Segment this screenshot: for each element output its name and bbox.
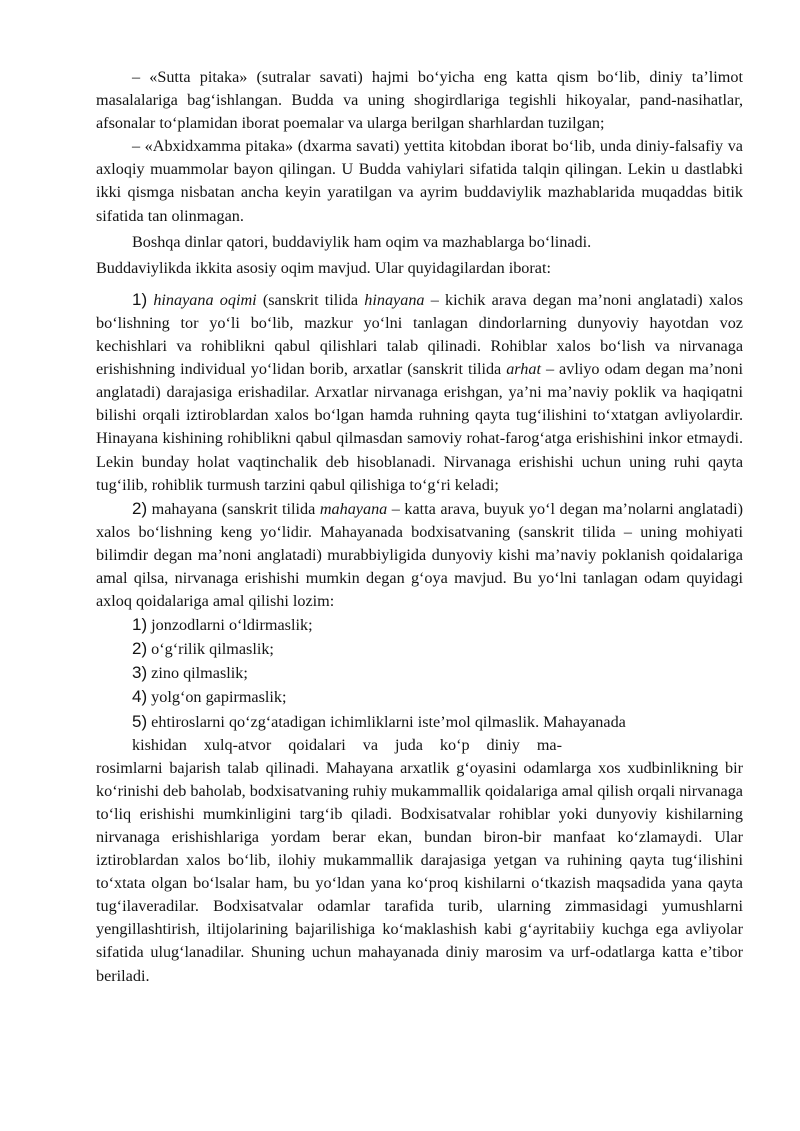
rule-text: zino qilmaslik; — [147, 664, 248, 683]
text-run: (sanskrit tilida — [256, 290, 365, 309]
term-mahayana: mahayana — [319, 499, 388, 518]
text-run: – kichik arava degan ma’noni anglatadi) xalos bo‘lishning tor yo‘li bo‘lib, mazkur yo‘lni tanlagan dindorlarning dunyoviy hayotdan voz kechishlari va rohiblikni qabul qilishlari talab qilinadi. Rohiblar xalos bo‘lish va nirvanaga erishishning individual yo‘lidan borib, arxatlar (sanskrit tilida — [96, 290, 744, 379]
document-page — [96, 66, 743, 988]
rule-text: yolg‘on gapirmaslik; — [147, 688, 287, 707]
term-arhat: arhat — [506, 360, 541, 379]
rule-item-5 — [96, 710, 743, 734]
paragraph-sutta-pitaka: – «Sutta pitaka» (sutralar savati) hajmi bo‘yicha eng katta qism bo‘lib, diniy ta’limot masalalariga bag‘ishlangan. Budda va uning shogirdlariga tegishli hikoyalar, pand-nasihatlar, afsonalar to‘plamidan iborat poemalar va ularga berilgan sharhlardan tuzilgan; — [96, 68, 743, 133]
list-number: 5) — [132, 711, 148, 731]
list-number: 3) — [132, 663, 148, 683]
paragraph-schools-intro: Boshqa dinlar qatori, buddaviylik ham oqim va mazhablarga bo‘linadi. — [132, 232, 592, 251]
rule-text: ehtiroslarni qo‘zg‘atadigan ichimliklarni iste’mol qilmaslik. Mahayanada — [147, 712, 626, 731]
list-number: 1) — [132, 615, 148, 635]
text-run: – katta arava, buyuk yo‘l degan ma’nolarni anglatadi) xalos bo‘lishning keng yo‘lidir. Mahayanada bodxisatvaning (sanskrit tilida – uning mohiyati bilimdir degan ma’noni anglatadi) murabbiyligida dunyoviy kishi ma’naviy poklanish qoidalariga amal qilsa, nirvanaga erishishi mumkin degan g‘oya mavjud. Bu yo‘lni tanlagan odam quyidagi axloq qoidalariga amal qilishi lozim: — [96, 499, 743, 611]
paragraph-final: rosimlarni bajarish talab qilinadi. Mahayana arxatlik g‘oyasini odamlarga xos xudbinlikning bir ko‘rinishi deb baholab, bodxisatvaning ruhiy mukammallik qoidalariga amal qilish orqali nirvanaga to‘liq erishishi mumkinligini targ‘ib qiladi. Bodxisatvalar rohiblar yoki dunyoviy kishilarning nirvanaga erishishlariga yordam berar ekan, bundan biron-bir manfaat ko‘zlamaydi. Ular iztiroblardan xalos bo‘lib, ilohiy mukammallik darajasiga yetgan va ruhining qayta tug‘ilishini to‘xtata olgan bo‘lsalar ham, bu yo‘ldan yana ko‘proq kishilarni o‘tkazish maqsadida yana qayta tug‘ilaveradilar. Bodxisatvalar odamlar tarafida turib, ularning zimmasidagi yumushlarni yengillashtirish, iltijolarining bajarilishiga ko‘maklashish kabi g‘ayritabiiy kuchga ega avliyolar sifatida ulug‘lanadilar. Shuning uchun mahayanada diniy marosim va urf-odatlarga katta e’tibor beriladi. — [96, 758, 743, 985]
term-hinayana-oqimi: hinayana oqimi — [153, 290, 257, 309]
list-number: 2) — [132, 639, 148, 659]
list-number: 4) — [132, 687, 148, 707]
list-number: 2) — [132, 498, 148, 518]
paragraph-tail-line: kishidan xulq-atvor qoidalari va juda ko‘p diniy ma- — [132, 735, 562, 754]
text-run: – avliyo odam degan ma’noni anglatadi) darajasiga erishadilar. Arxatlar nirvanaga erishgan, ya’ni ma’naviy poklik va haqiqatni bilishi orqali iztiroblardan xalos bo‘lgan hamda ruhning qayta tug‘ilishini to‘xtatgan avliyolardir. Hinayana kishining rohiblikni qabul qilmasdan samoviy rohat-farog‘atga erishishini inkor etmaydi. Lekin bunday holat vaqtinchalik deb hisoblanadi. Nirvanaga erishishi uchun uning ruhi qayta tug‘ilib, rohiblik turmush tarzini qabul qilishiga to‘g‘ri keladi; — [96, 360, 743, 494]
rule-text: o‘g‘rilik qilmaslik; — [147, 640, 274, 659]
list-number: 1) — [132, 289, 148, 309]
rule-text: jonzodlarni o‘ldirmaslik; — [147, 616, 313, 635]
paragraph-hinayana — [96, 288, 743, 497]
rule-item-1 — [96, 613, 743, 637]
rule-item-2 — [96, 637, 743, 661]
text-run: mahayana (sanskrit tilida — [147, 499, 320, 518]
paragraph-mahayana — [96, 497, 743, 613]
paragraph-abxidxamma-pitaka: – «Abxidxamma pitaka» (dxarma savati) yettita kitobdan iborat bo‘lib, unda diniy-falsafiy va axloqiy muammolar bayon qilingan. U Budda vahiylari sifatida talqin qilingan. Lekin u dastlabki ikki qismga nisbatan ancha keyin yaratilgan va ayrim buddaviylik mazhablarida muqaddas bitik sifatida tan olinmagan. — [96, 137, 743, 225]
rule-item-3 — [96, 661, 743, 685]
rule-item-4 — [96, 685, 743, 709]
paragraph-two-currents: Buddaviylikda ikkita asosiy oqim mavjud. Ular quyidagilardan iborat: — [96, 258, 551, 277]
term-hinayana: hinayana — [364, 290, 425, 309]
